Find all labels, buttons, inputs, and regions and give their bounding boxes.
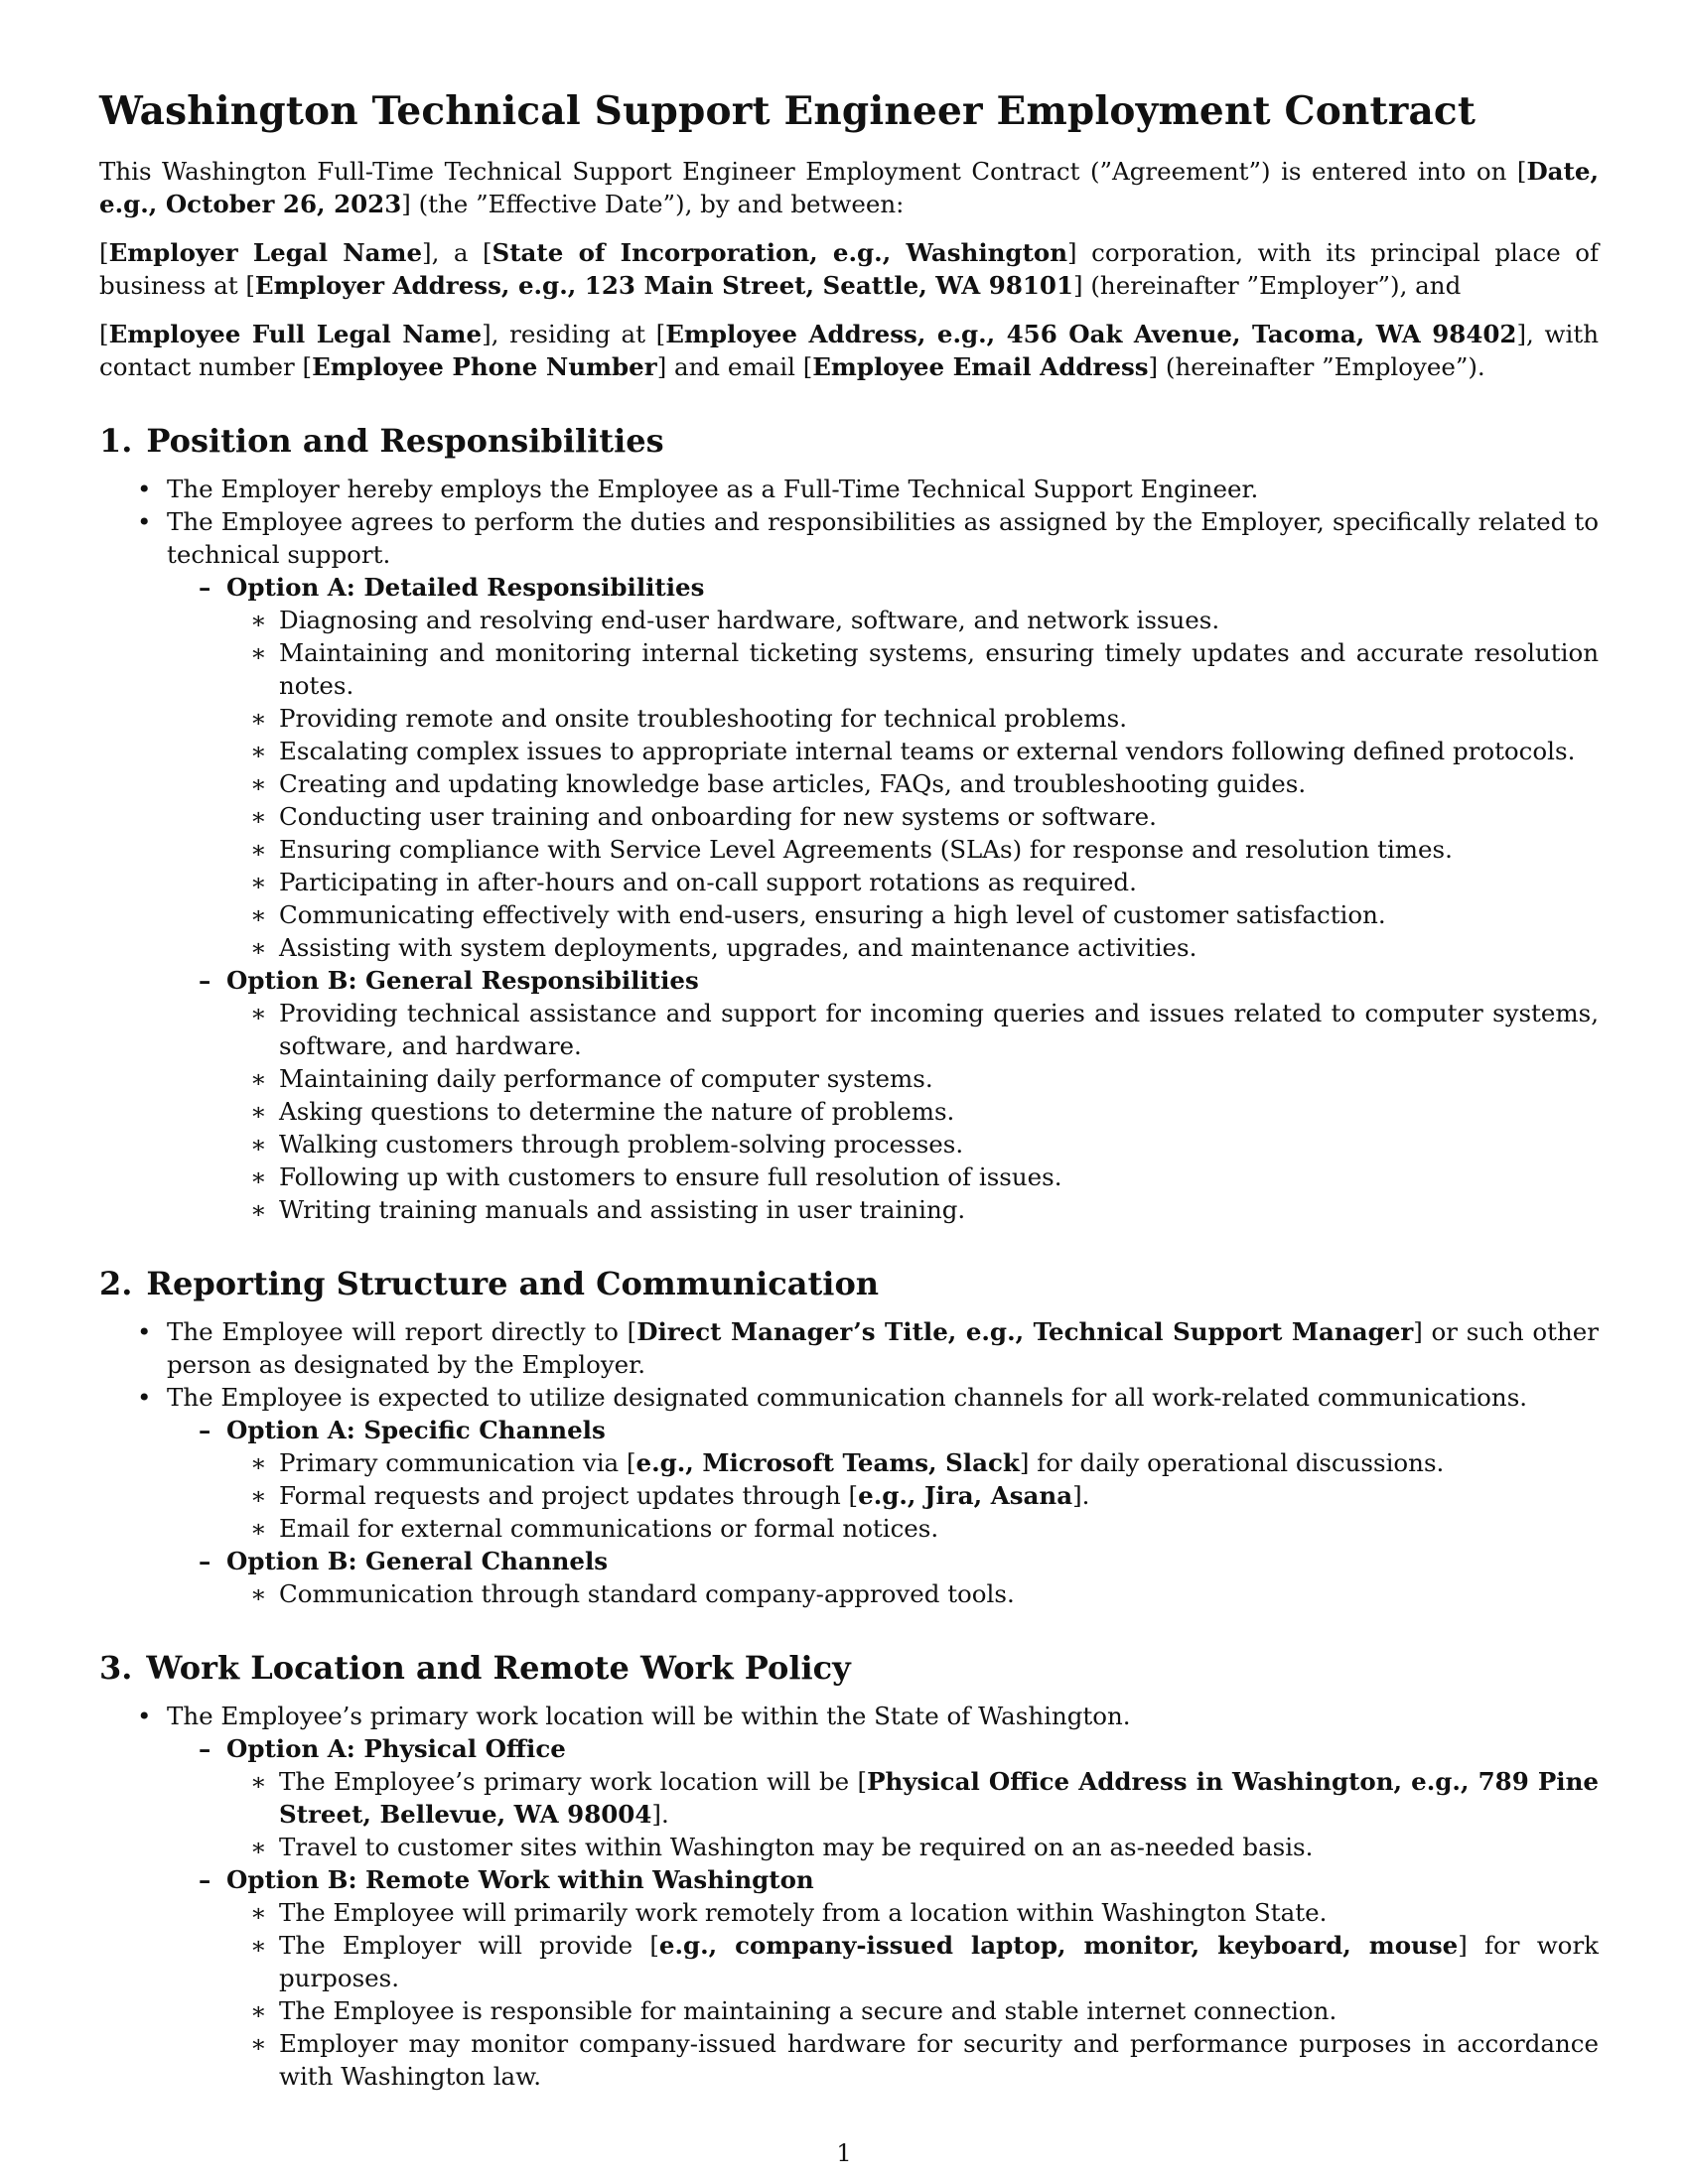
list-item: ∗ Employer may monitor company-issued hardware for security and performance purposes in accordance with Washington law. [226, 2027, 1599, 2093]
option-a [167, 1732, 1599, 1863]
list-item: • The Employee’s primary work location will be within the State of Washington. [99, 1700, 1599, 1732]
intro-text: ] corporation, with its principal place of business at [ [99, 238, 1600, 300]
list-item: ∗ Communication through standard company-approved tools. [226, 1577, 1599, 1610]
intro-text: ] (the ”Effective Date”), by and between: [401, 190, 905, 218]
option-title: – Option A: Physical Office [226, 1734, 566, 1763]
employee-address-placeholder: Employee Address, e.g., 456 Oak Avenue, Tacoma, WA 98402 [665, 320, 1517, 348]
employer-address-placeholder: Employer Address, e.g., 123 Main Street, Seattle, WA 98101 [254, 271, 1074, 300]
section-title: Reporting Structure and Communication [146, 1265, 880, 1302]
intro-text: ] (hereinafter ”Employee”). [1148, 352, 1485, 381]
list-item: ∗ Diagnosing and resolving end-user hardware, software, and network issues. [226, 604, 1599, 636]
section-3-options [99, 1732, 1599, 2093]
list-item-text: The Employer will provide [ [279, 1931, 659, 1960]
list-item-text: ]. [651, 1800, 669, 1829]
list-item: ∗ Following up with customers to ensure full resolution of issues. [226, 1160, 1599, 1193]
option-a [167, 571, 1599, 964]
intro-text: [ [99, 320, 109, 348]
list-item-text: The Employee will report directly to [ [167, 1317, 637, 1346]
list-item-text: ] for work purposes. [279, 1931, 1599, 1992]
list-item: ∗ Escalating complex issues to appropriate internal teams or external vendors following defined protocols. [226, 735, 1599, 767]
section-heading-1 [99, 421, 1599, 461]
intro-text: ] and email [ [656, 352, 813, 381]
option-b [167, 1545, 1599, 1610]
intro-text: [ [99, 238, 109, 267]
option-title: – Option A: Specific Channels [226, 1416, 606, 1444]
option-title: – Option A: Detailed Responsibilities [226, 573, 705, 602]
list-item-text: The Employee’s primary work location will be [ [279, 1767, 868, 1796]
list-item: ∗ Asking questions to determine the nature of problems. [226, 1095, 1599, 1128]
option-title: – Option B: Remote Work within Washington [226, 1865, 814, 1894]
list-item: ∗ Ensuring compliance with Service Level Agreements (SLAs) for response and resolution times. [226, 833, 1599, 866]
option-b-items [167, 1577, 1599, 1610]
date-placeholder: Date, e.g., October 26, 2023 [99, 157, 1599, 218]
list-item: ∗ Maintaining and monitoring internal ticketing systems, ensuring timely updates and accurate resolution notes. [226, 636, 1599, 702]
option-a [167, 1414, 1599, 1545]
list-item-text: The Employee agrees to perform the duties and responsibilities as assigned by the Employer, specifically related to technical support. [167, 507, 1599, 569]
document-title: Washington Technical Support Engineer Employment Contract [99, 88, 1477, 134]
list-item: ∗ Conducting user training and onboarding for new systems or software. [226, 800, 1599, 833]
list-item: ∗ Participating in after-hours and on-call support rotations as required. [226, 866, 1599, 898]
tools-placeholder: e.g., Jira, Asana [858, 1481, 1073, 1510]
list-item-text: ]. [1072, 1481, 1090, 1510]
option-b-items [167, 1896, 1599, 2093]
page-number: 1 [836, 2139, 852, 2167]
list-item: • The Employer hereby employs the Employee as a Full-Time Technical Support Engineer. [99, 473, 1599, 505]
document-page [99, 87, 1599, 2093]
intro-paragraph-employee [99, 318, 1599, 383]
list-item-text: Formal requests and project updates through [ [279, 1481, 859, 1510]
option-b [167, 1863, 1599, 2093]
employee-name-placeholder: Employee Full Legal Name [108, 320, 483, 348]
office-address-placeholder: Physical Office Address in Washington, e.g., 789 Pine Street, Bellevue, WA 98004 [279, 1767, 1599, 1829]
list-item [99, 505, 1599, 571]
section-3-list [99, 1700, 1599, 1732]
option-a-items [167, 604, 1599, 964]
option-b [167, 964, 1599, 1226]
list-item [226, 1765, 1599, 1831]
option-title: – Option B: General Responsibilities [226, 966, 699, 995]
intro-text: ], residing at [ [482, 320, 666, 348]
intro-text: ], a [ [422, 238, 492, 267]
intro-paragraph-employer [99, 236, 1599, 302]
section-1-options [99, 571, 1599, 1226]
employee-email-placeholder: Employee Email Address [812, 352, 1149, 381]
section-2-options [99, 1414, 1599, 1610]
list-item: • The Employee is expected to utilize designated communication channels for all work-related communications. [99, 1381, 1599, 1414]
option-a-items [167, 1446, 1599, 1545]
state-placeholder: State of Incorporation, e.g., Washington [492, 238, 1068, 267]
list-item [99, 1315, 1599, 1381]
equipment-placeholder: e.g., company-issued laptop, monitor, keyboard, mouse [658, 1931, 1459, 1960]
section-title: Position and Responsibilities [146, 422, 664, 460]
list-item: ∗ The Employee is responsible for maintaining a secure and stable internet connection. [226, 1994, 1599, 2027]
employer-name-placeholder: Employer Legal Name [108, 238, 423, 267]
channels-placeholder: e.g., Microsoft Teams, Slack [635, 1448, 1020, 1477]
list-item: ∗ Email for external communications or formal notices. [226, 1512, 1599, 1545]
list-item-text: ] for daily operational discussions. [1019, 1448, 1445, 1477]
list-item [226, 1929, 1599, 1994]
list-item: ∗ Walking customers through problem-solving processes. [226, 1128, 1599, 1160]
intro-paragraph-agreement [99, 155, 1599, 220]
option-b-items [167, 997, 1599, 1226]
intro-text: This Washington Full-Time Technical Support Engineer Employment Contract (”Agreement”) is entered into on [ [99, 157, 1527, 186]
list-item: ∗ Communicating effectively with end-users, ensuring a high level of customer satisfaction. [226, 898, 1599, 931]
section-heading-3 [99, 1648, 1599, 1688]
list-item: ∗ The Employee will primarily work remotely from a location within Washington State. [226, 1896, 1599, 1929]
list-item: ∗ Creating and updating knowledge base articles, FAQs, and troubleshooting guides. [226, 767, 1599, 800]
option-a-items [167, 1765, 1599, 1863]
list-item: ∗ Providing remote and onsite troubleshooting for technical problems. [226, 702, 1599, 735]
employee-phone-placeholder: Employee Phone Number [312, 352, 657, 381]
section-1-list [99, 473, 1599, 571]
list-item: ∗ Maintaining daily performance of computer systems. [226, 1062, 1599, 1095]
section-number: 3. [99, 1649, 133, 1687]
option-title: – Option B: General Channels [226, 1547, 609, 1575]
section-title: Work Location and Remote Work Policy [146, 1649, 851, 1687]
list-item-text: Primary communication via [ [279, 1448, 636, 1477]
section-number: 2. [99, 1265, 133, 1302]
list-item: ∗ Providing technical assistance and support for incoming queries and issues related to computer systems, software, and hardware. [226, 997, 1599, 1062]
list-item: ∗ Travel to customer sites within Washington may be required on an as-needed basis. [226, 1831, 1599, 1863]
list-item: ∗ Writing training manuals and assisting in user training. [226, 1193, 1599, 1226]
section-2-list [99, 1315, 1599, 1414]
list-item: ∗ Assisting with system deployments, upgrades, and maintenance activities. [226, 931, 1599, 964]
section-number: 1. [99, 422, 133, 460]
list-item-text: ] or such other person as designated by the Employer. [167, 1317, 1599, 1379]
list-item [226, 1479, 1599, 1512]
intro-text: ] (hereinafter ”Employer”), and [1073, 271, 1462, 300]
section-heading-2 [99, 1264, 1599, 1303]
list-item [226, 1446, 1599, 1479]
intro-text: ], with contact number [ [99, 320, 1599, 381]
manager-title-placeholder: Direct Manager’s Title, e.g., Technical Support Manager [636, 1317, 1414, 1346]
